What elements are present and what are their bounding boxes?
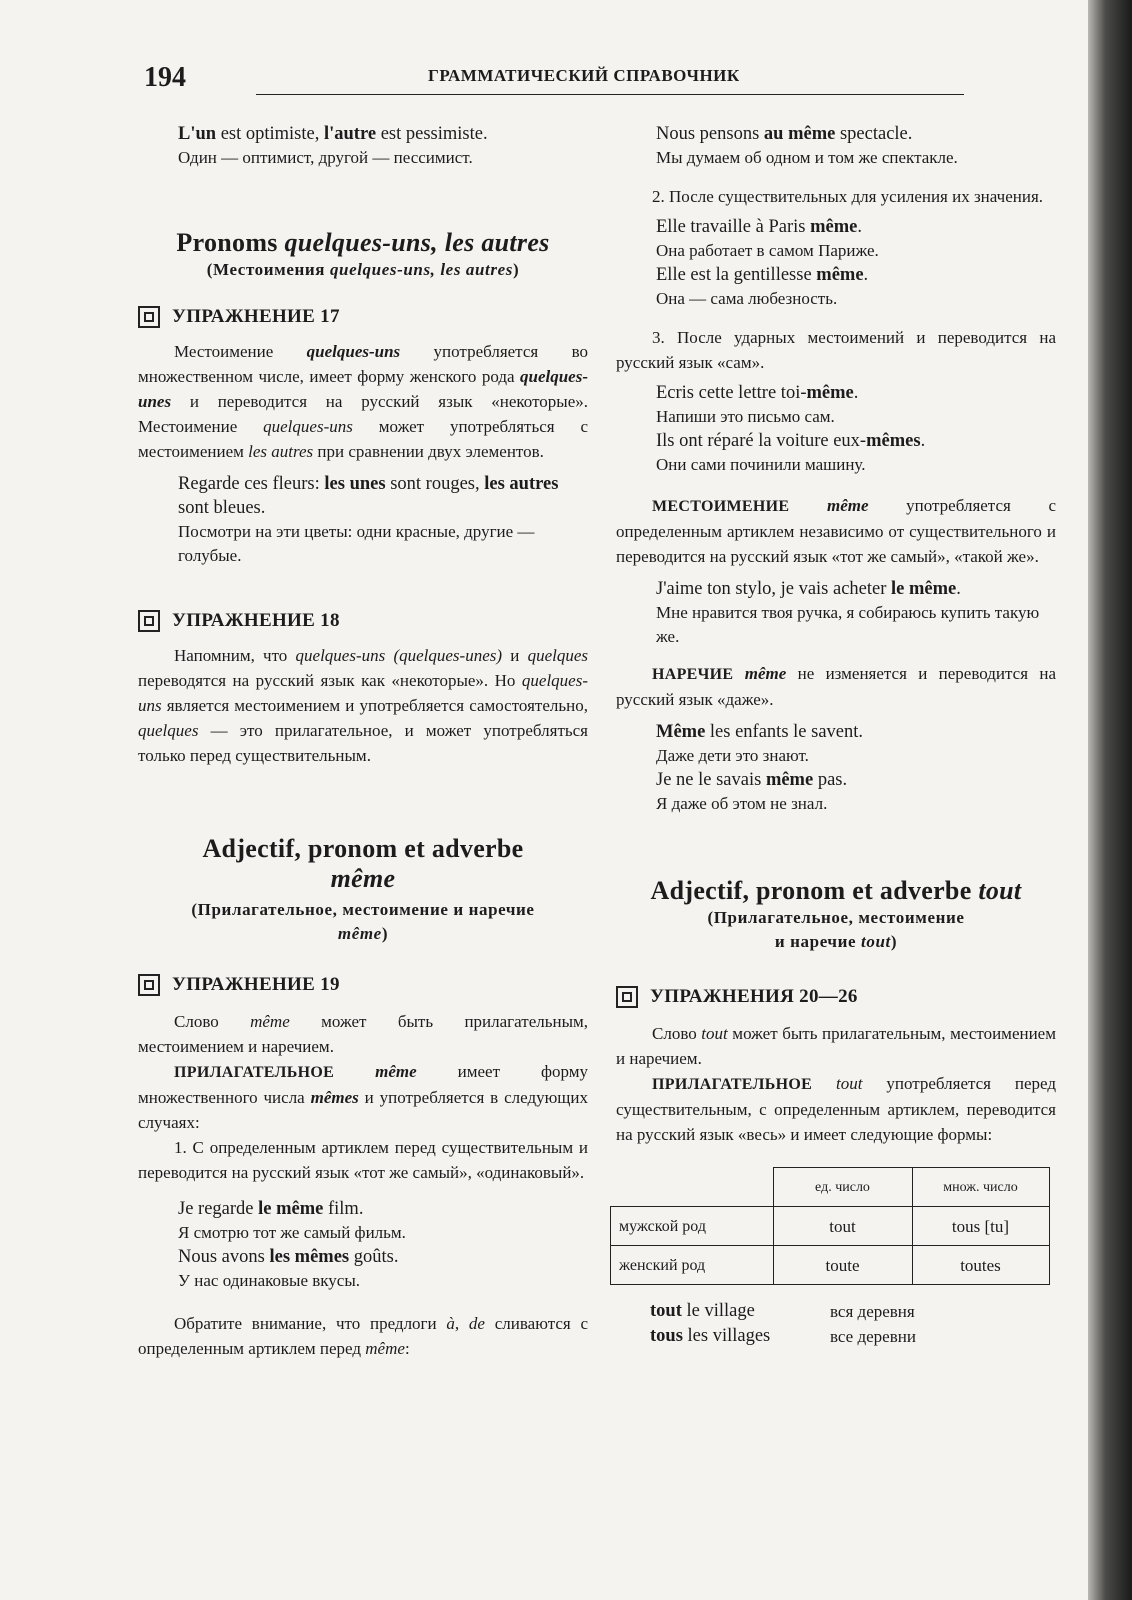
example-ru: Я смотрю тот же самый фильм. bbox=[178, 1223, 406, 1242]
example-fr: Ils ont réparé la voiture eux-mêmes. bbox=[656, 431, 926, 451]
left-column bbox=[138, 122, 588, 1361]
example-fr: Regarde ces fleurs: les unes sont rouges, les autres sont bleues. bbox=[178, 474, 559, 518]
exercise-17-example bbox=[138, 472, 588, 568]
page-header bbox=[140, 60, 960, 100]
pronoun-rule: МЕСТОИМЕНИЕ même употребляется с определенным артиклем независимо от существительного и переводится на русский язык «тот же самый», «такой же». bbox=[616, 496, 1056, 566]
example-fr: tout le village bbox=[650, 1301, 755, 1321]
tout-examples bbox=[616, 1299, 1056, 1349]
header-rule bbox=[256, 94, 964, 95]
exercise-icon bbox=[616, 986, 638, 1008]
table-cell: toute bbox=[773, 1246, 912, 1285]
example-fr: Même les enfants le savent. bbox=[656, 722, 864, 742]
section-title-quelques-uns: Pronoms quelques-uns, les autres bbox=[176, 228, 550, 257]
exercise-18-heading: УПРАЖНЕНИЕ 18 bbox=[138, 608, 588, 633]
section-subtitle-tout: (Прилагательное, местоимение и наречие tout) bbox=[707, 908, 965, 951]
running-title: ГРАММАТИЧЕСКИЙ СПРАВОЧНИК bbox=[428, 66, 740, 85]
tout-p2: ПРИЛАГАТЕЛЬНОЕ tout употребляется перед существительным, с определенным артиклем, переводится на русский язык «весь» и имеет следующие формы: bbox=[616, 1074, 1056, 1144]
example-block bbox=[616, 122, 1056, 170]
pronoun-example bbox=[616, 577, 1056, 649]
section-subtitle-quelques-uns: (Местоимения quelques-uns, les autres) bbox=[206, 260, 520, 279]
section-subtitle-meme: (Прилагательное, местоимение и наречие même) bbox=[191, 900, 535, 943]
tout-p1: Слово tout может быть прилагательным, местоимением и наречием. bbox=[616, 1024, 1056, 1068]
table-cell: мужской род bbox=[611, 1207, 774, 1246]
rule-2-examples bbox=[616, 215, 1056, 311]
rule-3-examples bbox=[616, 381, 1056, 477]
example-ru: Я даже об этом не знал. bbox=[656, 794, 828, 813]
example-ru: Она работает в самом Париже. bbox=[656, 241, 879, 260]
exercise-icon bbox=[138, 974, 160, 996]
table-header: множ. число bbox=[912, 1168, 1049, 1207]
adverb-examples bbox=[616, 720, 1056, 816]
exercise-19-p4: Обратите внимание, что предлоги à, de сливаются с определенным артиклем перед même: bbox=[138, 1314, 589, 1358]
table-row bbox=[611, 1168, 1050, 1207]
example-fr: J'aime ton stylo, je vais acheter le même. bbox=[656, 579, 961, 599]
example-fr: tous les villages bbox=[650, 1326, 771, 1346]
exercise-icon bbox=[138, 610, 160, 632]
example-fr: Je ne le savais même pas. bbox=[656, 770, 848, 790]
exercise-19-heading: УПРАЖНЕНИЕ 19 bbox=[138, 972, 588, 997]
table-row bbox=[611, 1207, 1050, 1246]
example-fr: Nous pensons au même spectacle. bbox=[656, 124, 913, 144]
rule-2-text: 2. После существительных для усиления их значения. bbox=[652, 187, 1044, 206]
exercise-19-p2: ПРИЛАГАТЕЛЬНОЕ même имеет форму множественного числа mêmes и употребляется в следующих случаях: bbox=[138, 1062, 588, 1132]
exercise-19-p3: 1. С определенным артиклем перед существительным и переводится на русский язык «тот же самый», «одинаковый». bbox=[138, 1138, 588, 1182]
rule-3-text: 3. После ударных местоимений и переводится на русский язык «сам». bbox=[616, 328, 1056, 372]
exercise-icon bbox=[138, 306, 160, 328]
exercises-20-26-heading: УПРАЖНЕНИЯ 20—26 bbox=[616, 984, 1056, 1009]
adverb-rule: НАРЕЧИЕ même не изменяется и переводится на русский язык «даже». bbox=[616, 664, 1056, 709]
example-ru: У нас одинаковые вкусы. bbox=[178, 1271, 361, 1290]
table-cell: tout bbox=[773, 1207, 912, 1246]
example-ru: Мне нравится твоя ручка, я собираюсь купить такую же. bbox=[656, 603, 1040, 646]
exercise-17-heading: УПРАЖНЕНИЕ 17 bbox=[138, 304, 588, 329]
exercise-19-examples bbox=[138, 1197, 588, 1293]
exercise-19-p1: Слово même может быть прилагательным, местоимением и наречием. bbox=[138, 1012, 589, 1056]
section-title-tout: Adjectif, pronom et adverbe tout bbox=[650, 876, 1022, 905]
table-cell: женский род bbox=[611, 1246, 774, 1285]
book-spine-shadow bbox=[1088, 0, 1132, 1600]
example-ru: Один — оптимист, другой — пессимист. bbox=[178, 148, 473, 167]
section-title-meme: Adjectif, pronom et adverbe même bbox=[202, 834, 524, 893]
example-ru: Они сами починили машину. bbox=[656, 455, 866, 474]
example-fr: Ecris cette lettre toi-même. bbox=[656, 383, 859, 403]
example-ru: Мы думаем об одном и том же спектакле. bbox=[656, 148, 958, 167]
table-cell: tous [tu] bbox=[912, 1207, 1049, 1246]
example-fr: Je regarde le même film. bbox=[178, 1199, 364, 1219]
table-cell: toutes bbox=[912, 1246, 1049, 1285]
tout-forms-table bbox=[610, 1167, 1050, 1285]
example-fr: Elle est la gentillesse même. bbox=[656, 265, 869, 285]
exercise-18-text: Напомним, что quelques-uns (quelques-unes) и quelques переводятся на русский язык как «некоторые». Но quelques-uns является местоимением и употребляется самостоятельно, quelques — это прилагательное, и может употребляться только перед существительным. bbox=[138, 646, 588, 765]
example-ru: все деревни bbox=[830, 1327, 916, 1346]
example-fr: Nous avons les mêmes goûts. bbox=[178, 1247, 399, 1267]
example-ru: Она — сама любезность. bbox=[656, 289, 838, 308]
table-header: ед. число bbox=[773, 1168, 912, 1207]
example-ru: Даже дети это знают. bbox=[656, 746, 809, 765]
exercise-17-text: Местоимение quelques-uns употребляется во множественном числе, имеет форму женского рода quelques-unes и переводится на русский язык «некоторые». Местоимение quelques-uns может употребляться с местоимением les autres при сравнении двух элементов. bbox=[138, 342, 588, 461]
table-row bbox=[611, 1246, 1050, 1285]
example-fr: Elle travaille à Paris même. bbox=[656, 217, 862, 237]
page-number: 194 bbox=[144, 62, 186, 93]
example-block bbox=[138, 122, 588, 170]
table-cell bbox=[611, 1168, 774, 1207]
example-fr: L'un est optimiste, l'autre est pessimiste. bbox=[178, 124, 488, 144]
example-ru: Напиши это письмо сам. bbox=[656, 407, 835, 426]
right-column bbox=[616, 122, 1056, 1349]
example-ru: вся деревня bbox=[830, 1302, 915, 1321]
example-ru: Посмотри на эти цветы: одни красные, другие — голубые. bbox=[178, 522, 535, 565]
